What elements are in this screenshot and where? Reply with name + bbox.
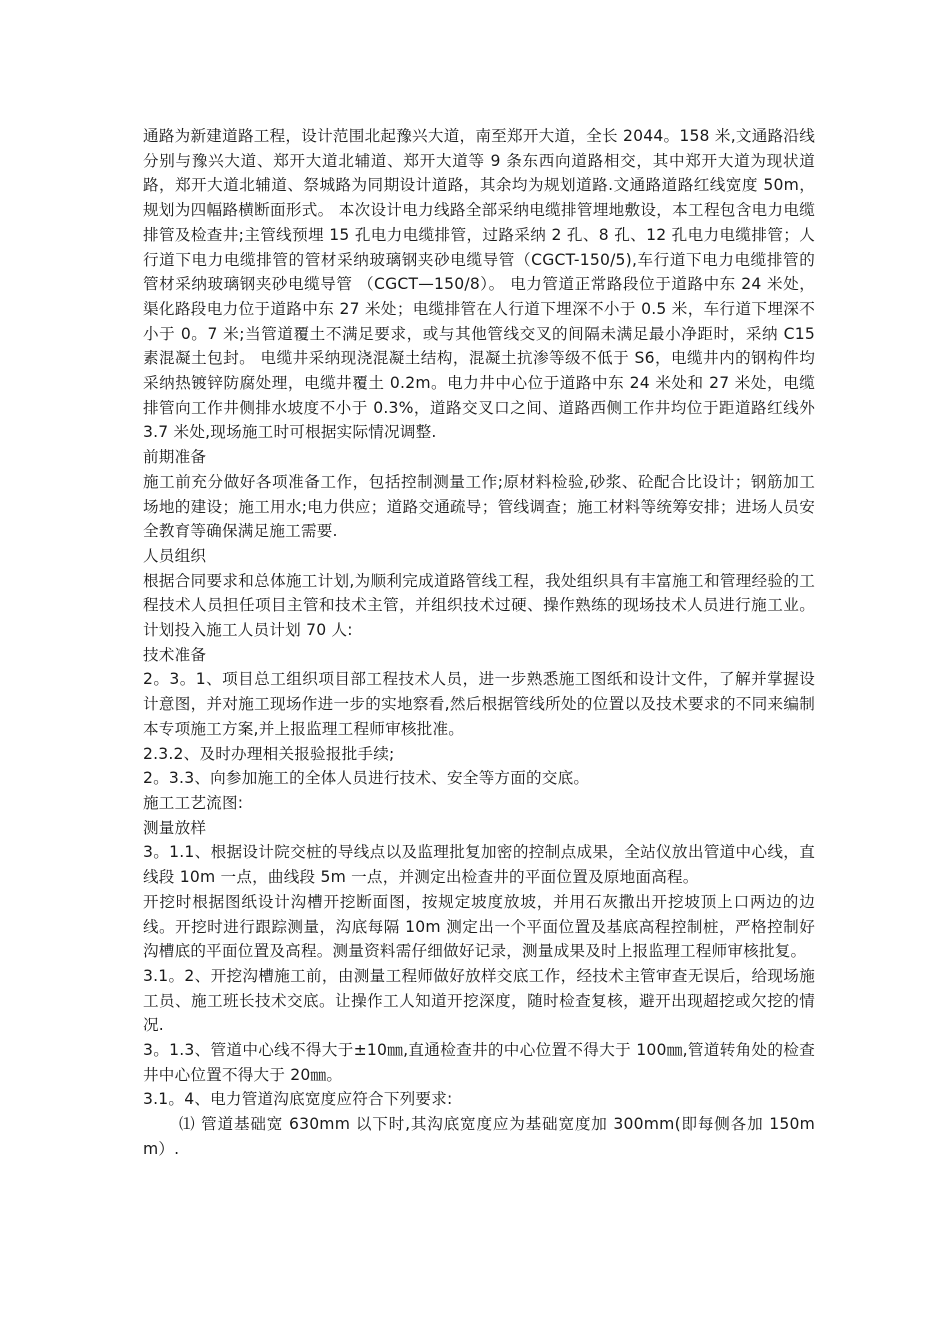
- survey-item-3-1-2: 3.1。2、开挖沟槽施工前，由测量工程师做好放样交底工作，经技术主管审查无误后，给现场施工员、施工班长技术交底。让操作工人知道开挖深度，随时检查复核，避开出现超挖或欠挖的情况.: [143, 966, 815, 1035]
- personnel-paragraph: 根据合同要求和总体施工计划,为顺利完成道路管线工程，我处组织具有丰富施工和管理经验的工程技术人员担任项目主管和技术主管，并组织技术过硬、操作熟练的现场技术人员进行施工业。计划投入施工人员计划 70 人:: [143, 571, 815, 640]
- excavation-paragraph: 开挖时根据图纸设计沟槽开挖断面图，按规定坡度放坡，并用石灰撒出开挖坡顶上口两边的边线。开挖时进行跟踪测量，沟底每隔 10m 测定出一个平面位置及基底高程控制桩，严格控制好沟槽底的平面位置及高程。测量资料需仔细做好记录，测量成果及时上报监理工程师审核批复。: [143, 892, 815, 961]
- section-heading-personnel: 人员组织: [143, 546, 207, 565]
- project-overview-paragraph: 通路为新建道路工程，设计范围北起豫兴大道，南至郑开大道，全长 2044。158 米,文通路沿线分别与豫兴大道、郑开大道北辅道、郑开大道等 9 条东西向道路相交，其中郑开大道为现状道路，郑开大道北辅道、祭城路为同期设计道路，其余均为规划道路.文通路道路红线宽度 50m，规划为四幅路横断面形式。 本次设计电力线路全部采纳电缆排管埋地敷设，本工程包含电力电缆排管及检查井;主管线预埋 15 孔电力电缆排管，过路采纳 2 孔、8 孔、12 孔电力电缆排管；人行道下电力电缆排管的管材采纳玻璃钢夹砂电缆导管（CGCT-150/5),车行道下电力电缆排管的管材采纳玻璃钢夹砂电缆导管 （CGCT—150/8）。 电力管道正常路段位于道路中东 24 米处，渠化路段电力位于道路中东 27 米处；电缆排管在人行道下埋深不小于 0.5 米，车行道下埋深不小于 0。7 米;当管道覆土不满足要求，或与其他管线交叉的间隔未满足最小净距时，采纳 C15 素混凝土包封。 电缆井采纳现浇混凝土结构，混凝土抗渗等级不低于 S6，电缆井内的钢构件均采纳热镀锌防腐处理，电缆井覆土 0.2m。电力井中心位于道路中东 24 米处和 27 米处，电缆排管向工作井侧排水坡度不小于 0.3%，道路交叉口之间、道路西侧工作井均位于距道路红线外 3.7 米处,现场施工时可根据实际情况调整.: [143, 127, 815, 442]
- technical-item-2-3-3: 2。3.3、向参加施工的全体人员进行技术、安全等方面的交底。: [143, 769, 590, 788]
- survey-item-3-1-4: 3.1。4、电力管道沟底宽度应符合下列要求:: [143, 1090, 453, 1109]
- technical-item-2-3-1: 2。3。1、项目总工组织项目部工程技术人员，进一步熟悉施工图纸和设计文件，了解并掌握设计意图，并对施工现场作进一步的实地察看,然后根据管线所处的位置以及技术要求的不同来编制本专项施工方案,并上报监理工程师审核批准。: [143, 670, 815, 738]
- section-heading-process-flow: 施工工艺流图:: [143, 793, 244, 812]
- technical-item-2-3-2: 2.3.2、及时办理相关报验报批手续;: [143, 744, 395, 763]
- document-body: [143, 124, 815, 1162]
- trench-width-requirement-1: ⑴ 管道基础宽 630mm 以下时,其沟底宽度应为基础宽度加 300mm(即每侧各加 150mm）.: [143, 1115, 815, 1158]
- survey-item-3-1-1: 3。1.1、根据设计院交桩的导线点以及监理批复加密的控制点成果，全站仪放出管道中心线，直线段 10m 一点，曲线段 5m 一点，并测定出检查井的平面位置及原地面高程。: [143, 843, 815, 887]
- section-heading-technical: 技术准备: [143, 645, 207, 664]
- survey-item-3-1-3: 3。1.3、管道中心线不得大于±10㎜,直通检查井的中心位置不得大于 100㎜,管道转角处的检查井中心位置不得大于 20㎜。: [143, 1041, 815, 1084]
- section-heading-preparation: 前期准备: [143, 448, 207, 467]
- preparation-paragraph: 施工前充分做好各项准备工作，包括控制测量工作;原材料检验,砂浆、砼配合比设计；钢筋加工场地的建设；施工用水;电力供应；道路交通疏导；管线调查；施工材料等统筹安排；进场人员安全教育等确保满足施工需要.: [143, 472, 815, 541]
- section-heading-survey: 测量放样: [143, 818, 207, 837]
